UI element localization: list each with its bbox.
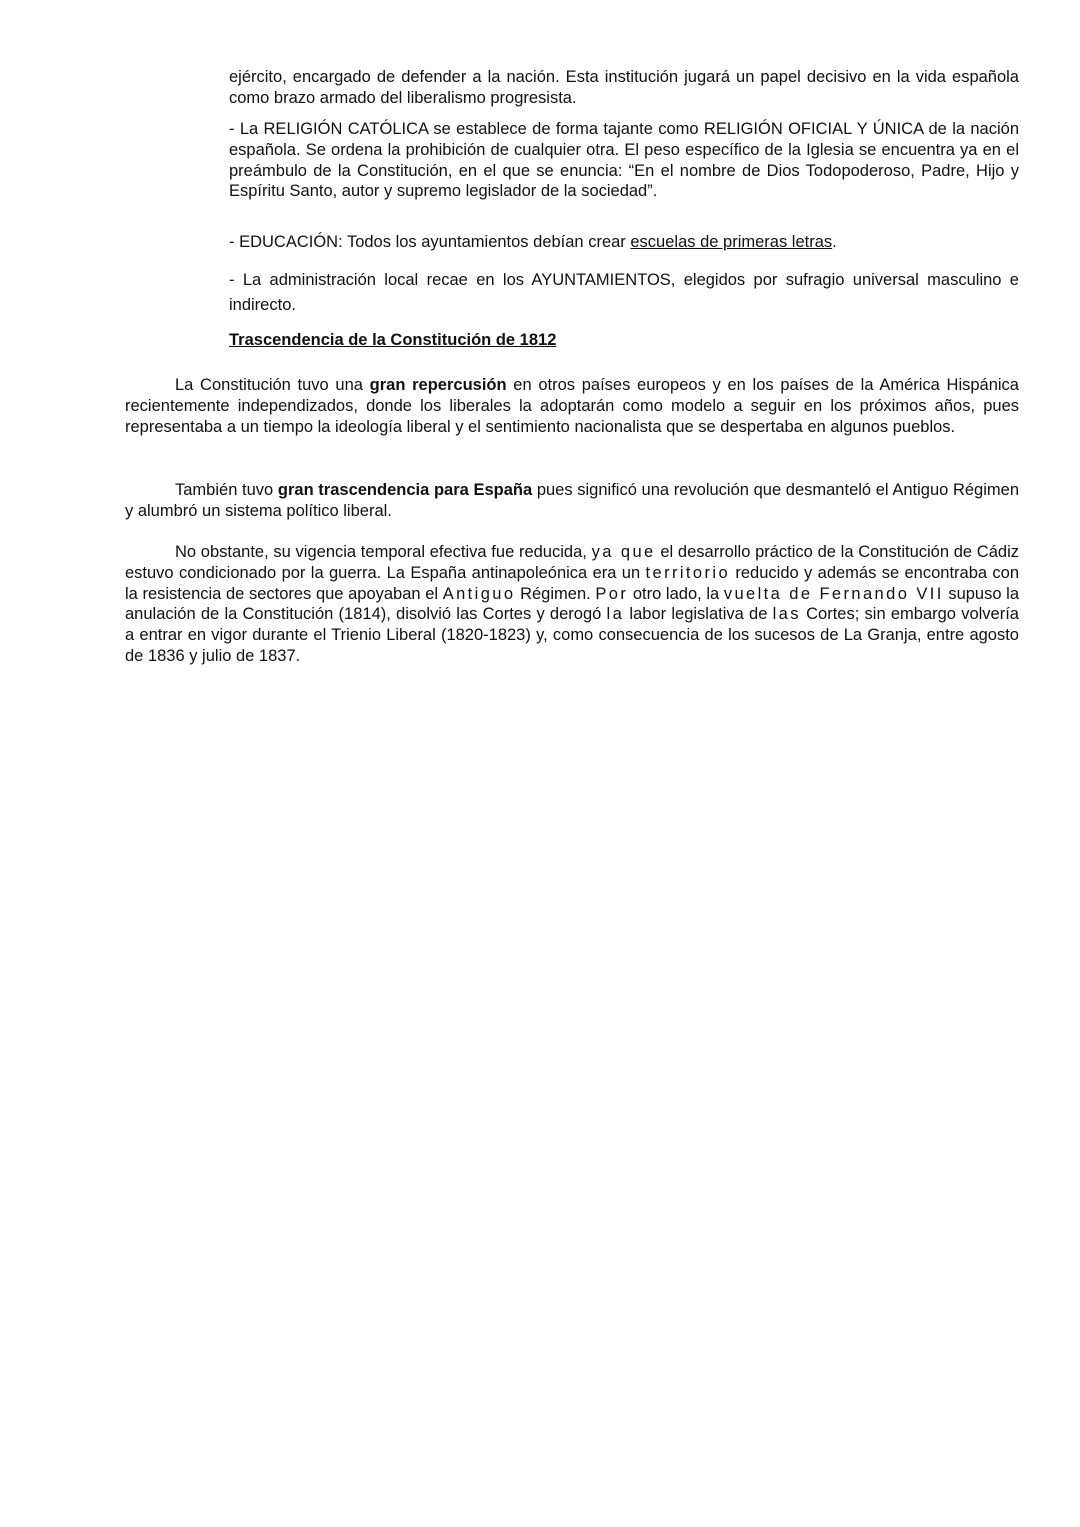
p3-text-e: otro lado, la (628, 584, 724, 603)
educacion-underlined: escuelas de primeras letras (630, 233, 833, 251)
p3-text-g: labor legislativa de (624, 605, 773, 624)
bullet-administracion: - La administración local recae en los AYUNTAMIENTOS, elegidos por sufragio universal masculino e indirecto. (229, 271, 1019, 314)
p3-spaced-6: la (606, 605, 625, 624)
p1-text-b: en otros países europeos y en los países de la América Hispánica recientemente independizados, donde los liberales la adoptarán como modelo a seguir en los próximos años, pues representaba a un tiempo la ideología liberal y el sentimiento nacionalista que se despertaba en algunos pueblos. (125, 376, 1019, 436)
p3-spaced-2: territorio (645, 563, 731, 582)
p3-spaced-7: las (772, 605, 801, 624)
p3-text-d: Régimen. (515, 584, 596, 603)
educacion-prefix: - EDUCACIÓN: Todos los ayuntamientos debían crear (229, 233, 631, 251)
p2-bold: gran trascendencia para España (277, 481, 533, 499)
paragraph-repercusion (125, 375, 1019, 437)
p3-text-f: supuso la anulación de la Constitución (1814), disolvió las Cortes y derogó (125, 584, 1020, 624)
p2-text-a: También tuvo (175, 481, 278, 499)
bullet-educacion (229, 232, 1019, 253)
p1-bold: gran repercusión (369, 376, 507, 394)
paragraph-trascendencia (125, 480, 1019, 522)
p3-spaced-3: Antiguo (442, 584, 516, 603)
bullet-religion: - La RELIGIÓN CATÓLICA se establece de forma tajante como RELIGIÓN OFICIAL Y ÚNICA de la nación española. Se ordena la prohibición de cualquier otra. El peso específico de la Iglesia se encuentra ya en el preámbulo de la Constitución, en el que se enuncia: “En el nombre de Dios Todopoderoso, Padre, Hijo y Espíritu Santo, autor y supremo legislador de la sociedad”. (229, 120, 1019, 201)
p3-text-b: el desarrollo práctico de la Constitución de Cádiz estuvo condicionado por la guerra. La España antinapoleónica era un (125, 543, 1019, 582)
section-heading: Trascendencia de la Constitución de 1812 (229, 331, 557, 349)
p1-text-a: La Constitución tuvo una (175, 376, 370, 394)
paragraph-vigencia (125, 542, 1019, 667)
bullet-ejercito: ejército, encargado de defender a la nación. Esta institución jugará un papel decisivo en la vida española como brazo armado del liberalismo progresista. (229, 68, 1019, 107)
p3-spaced-4: Por (595, 584, 629, 603)
p2-text-b: pues significó una revolución que desmanteló el Antiguo Régimen y alumbró un sistema político liberal. (125, 481, 1019, 520)
p3-text-h: Cortes; sin embargo volvería a entrar en vigor durante el Trienio Liberal (1820-1823) y, como consecuencia de los sucesos de La Granja, entre agosto de 1836 y julio de 1837. (125, 605, 1019, 665)
p3-spaced-1: ya que (591, 543, 656, 561)
p3-text-a: No obstante, su vigencia temporal efectiva fue reducida, (175, 543, 592, 561)
p3-text-c: reducido y además se encontraba con la resistencia de sectores que apoyaban el (125, 563, 1020, 603)
p3-spaced-5: vuelta de Fernando VII (723, 584, 944, 603)
educacion-suffix: . (832, 233, 837, 251)
